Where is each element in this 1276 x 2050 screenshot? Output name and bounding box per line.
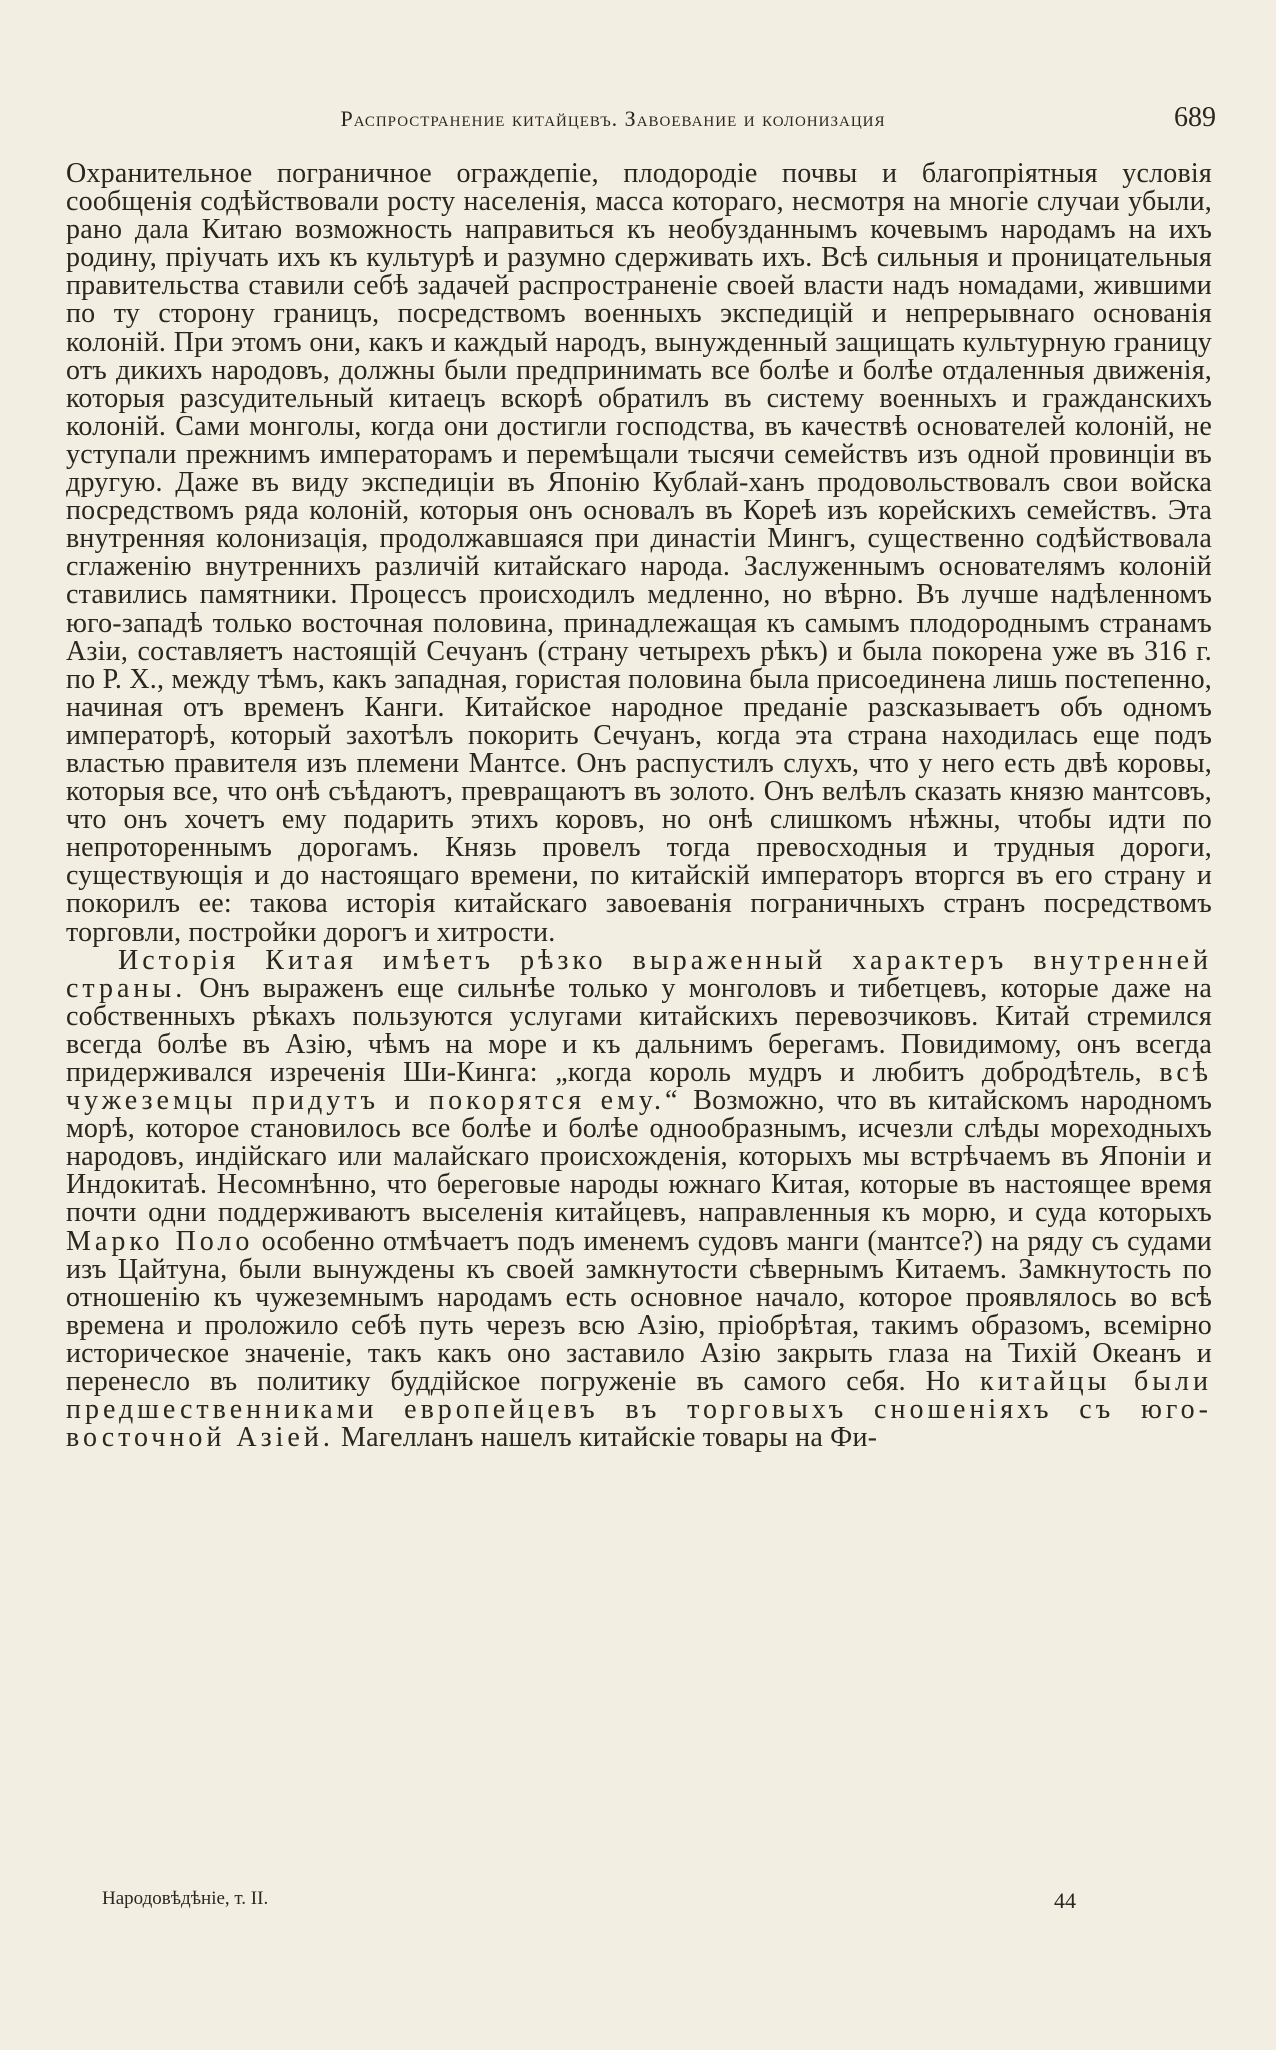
spaced-emphasis-4: китайцы были предшественниками европейцевъ въ торговыхъ сношеніяхъ съ юго-восточной Азіей. — [66, 1366, 1212, 1454]
paragraph-2 — [66, 944, 1212, 1454]
main-text — [66, 160, 1212, 1452]
paragraph-1: Охранительное пограничное ограждепіе, плодородіе почвы и благопріятныя условія сообщенія содѣйствовали росту населенія, масса котораго, несмотря на многіе случаи убыли, рано дала Китаю возможность направиться къ необузданнымъ кочевымъ народамъ на ихъ родину, пріучать ихъ къ культурѣ и разумно сдерживать ихъ. Всѣ сильныя и проницательныя правительства ставили себѣ задачей распространеніе своей власти надъ номадами, жившими по ту сторону границъ, посредствомъ военныхъ экспедицій и непрерывнаго основанія колоній. При этомъ они, какъ и каждый народъ, вынужденный защищать культурную границу отъ дикихъ народовъ, должны были предпринимать все болѣе и болѣе отдаленныя движенія, которыя разсудительный китаецъ вскорѣ обратилъ въ систему военныхъ и гражданскихъ колоній. Сами монголы, когда они достигли господства, въ качествѣ основателей колоній, не уступали прежнимъ императорамъ и перемѣщали тысячи семействъ изъ одной провинціи въ другую. Даже въ виду экспедиціи въ Японію Кублай-ханъ продовольствовалъ свои войска посредствомъ ряда колоній, которыя онъ основалъ въ Кореѣ изъ корейскихъ семействъ. Эта внутренняя колонизація, продолжавшаяся при династіи Мингъ, существенно содѣйствовала сглаженію внутреннихъ различій китайскаго народа. Заслуженнымъ основателямъ колоній ставились памятники. Процессъ происходилъ медленно, но вѣрно. Въ лучше надѣленномъ юго-западѣ только восточная половина, принадлежащая къ самымъ плодороднымъ странамъ Азіи, составляетъ настоящій Сечуанъ (страну четырехъ рѣкъ) и была покорена уже въ 316 г. по Р. Х., между тѣмъ, какъ западная, гористая половина была присоединена лишь постепенно, начиная отъ временъ Канги. Китайское народное преданіе разсказываетъ объ одномъ императорѣ, который захотѣлъ покорить Сечуанъ, когда эта страна находилась еще подъ властью правителя изъ племени Мантсе. Онъ распустилъ слухъ, что у него есть двѣ коровы, которыя все, что онѣ съѣдаютъ, превращаютъ въ золото. Онъ велѣлъ сказать князю мантсовъ, что онъ хочетъ ему подарить этихъ коровъ, но онѣ слишкомъ нѣжны, чтобы идти по непротореннымъ дорогамъ. Князь провелъ тогда превосходныя и трудныя дороги, существующія и до настоящаго времени, по китайскій императоръ вторгся въ его страну и покорилъ ее: такова исторія китайскаго завоеванія пограничныхъ странъ посредствомъ торговли, постройки дорогъ и хитрости. — [66, 158, 1212, 948]
spaced-emphasis-3: Марко Поло — [66, 1225, 254, 1257]
paragraph-2-text-3: особенно отмѣчаетъ подъ именемъ судовъ манги (мантсе?) на ряду съ судами изъ Цайтуна, были вынуждены къ своей замкнутости сѣвернымъ Китаемъ. Замкнутость по отношенію къ чужеземнымъ народамъ есть основное начало, которое проявлялось во всѣ времена и проложило себѣ путь черезъ всю Азію, пріобрѣтая, такимъ образомъ, всемірно историческое значеніе, такъ какъ оно заставило Азію закрыть глаза на Тихій Океанъ и перенесло въ политику буддійское погруженіе въ самого себя. Но — [66, 1225, 1212, 1398]
page-header — [70, 100, 1216, 140]
page-number: 689 — [1174, 102, 1216, 133]
spaced-emphasis-2: всѣ чужеземцы придутъ и покорятся ему.“ — [66, 1057, 1212, 1117]
running-head: Распространение китайцевъ. Завоевание и колонизация — [340, 106, 886, 131]
paragraph-2-text-4: Магелланъ нашелъ китайскіе товары на Фи- — [333, 1422, 878, 1454]
spaced-emphasis-1: Исторія Китая имѣетъ рѣзко выраженный характеръ внутренней страны. — [66, 944, 1212, 1004]
footer-book-title: Народовѣдѣніе, т. II. — [102, 1888, 269, 1909]
paragraph-2-text-1: Онъ выраженъ еще сильнѣе только у монголовъ и тибетцевъ, которые даже на собственныхъ рѣкахъ пользуются услугами китайскихъ перевозчиковъ. Китай стремился всегда болѣе въ Азію, чѣмъ на море и къ дальнимъ берегамъ. Повидимому, онъ всегда придерживался изреченія Ши-Кинга: „когда король мудръ и любитъ добродѣтель, — [66, 972, 1212, 1088]
signature-mark: 44 — [1054, 1888, 1076, 1913]
page-footer — [70, 1888, 1216, 1918]
paragraph-2-text-2: Возможно, что въ китайскомъ народномъ морѣ, которое становилось все болѣе и болѣе однообразнымъ, исчезли слѣды мореходныхъ народовъ, индійскаго или малайскаго происхожденія, которыхъ мы встрѣчаемъ въ Японіи и Индокитаѣ. Несомнѣнно, что береговые народы южнаго Китая, которые въ настоящее время почти одни поддерживаютъ выселенія китайцевъ, направленныя къ морю, и суда которыхъ — [66, 1085, 1212, 1229]
